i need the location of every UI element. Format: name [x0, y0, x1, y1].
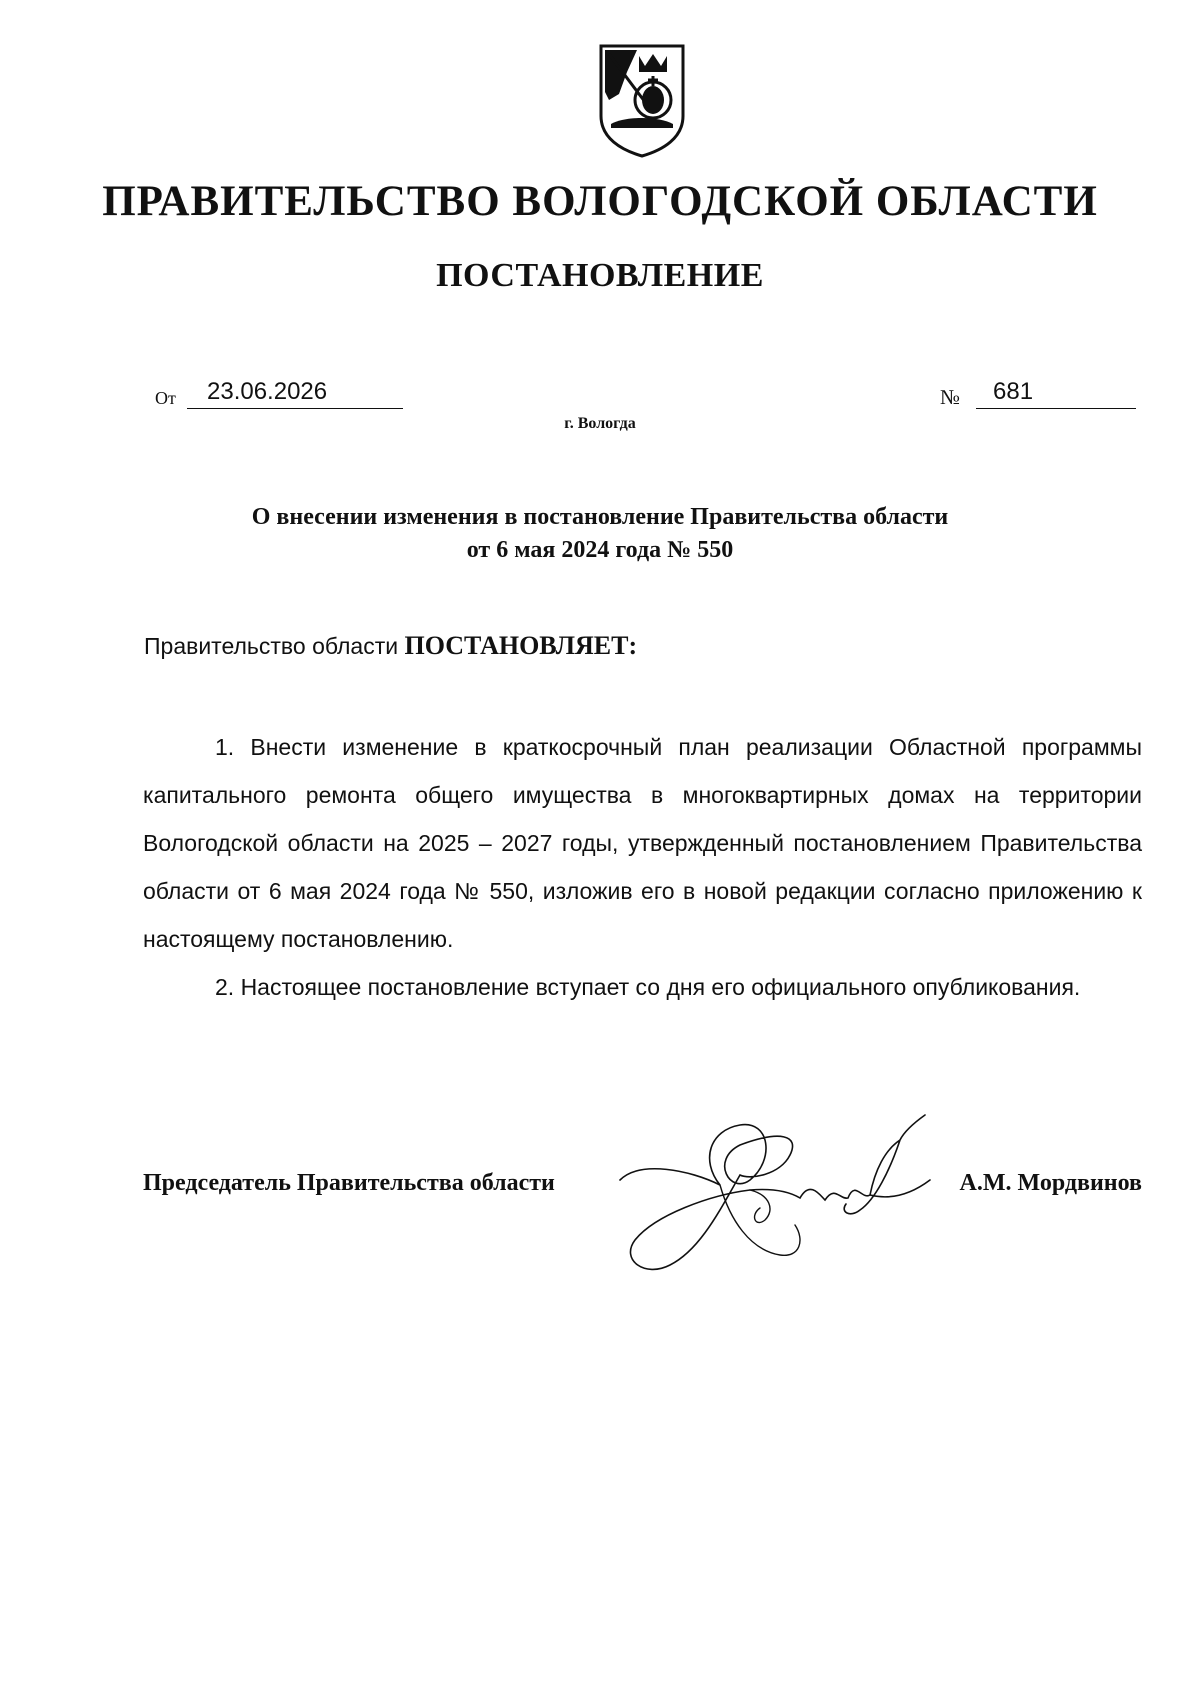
subject-line-2: от 6 мая 2024 года № 550 — [466, 537, 734, 563]
number-prefix: № — [940, 385, 961, 409]
coat-of-arms-icon — [597, 42, 687, 160]
document-number: 681 — [993, 378, 1034, 405]
document-subject — [150, 501, 1050, 567]
handwritten-signature — [600, 1100, 960, 1300]
organization-title: ПРАВИТЕЛЬСТВО ВОЛОГОДСКОЙ ОБЛАСТИ — [102, 178, 1098, 225]
paragraph-1-block — [143, 723, 1142, 963]
signer-title: Председатель Правительства области — [143, 1170, 555, 1196]
paragraph-1: 1. Внести изменение в краткосрочный план реализации Областной программы капитального ремонта общего имущества в многоквартирных домах на территории Вологодской области на 2025 – 2027 годы, утвержденный постановлением Правительства области от 6 мая 2024 года № 550, изложив его в новой редакции согласно приложению к настоящему постановлению. — [143, 734, 1142, 952]
preamble-verb: ПОСТАНОВЛЯЕТ: — [404, 631, 638, 660]
subject-line-1: О внесении изменения в постановление Правительства области — [251, 504, 949, 530]
paragraph-2-block — [143, 963, 1142, 1011]
date-prefix: От — [155, 388, 176, 408]
document-date: 23.06.2026 — [207, 378, 328, 405]
preamble-lead: Правительство области — [144, 633, 399, 659]
paragraph-2: 2. Настоящее постановление вступает со дня его официального опубликования. — [215, 974, 1081, 1000]
preamble — [144, 631, 637, 661]
document-type: ПОСТАНОВЛЕНИЕ — [436, 257, 764, 294]
city: г. Вологда — [564, 415, 636, 432]
signer-name: А.М. Мордвинов — [959, 1170, 1142, 1196]
